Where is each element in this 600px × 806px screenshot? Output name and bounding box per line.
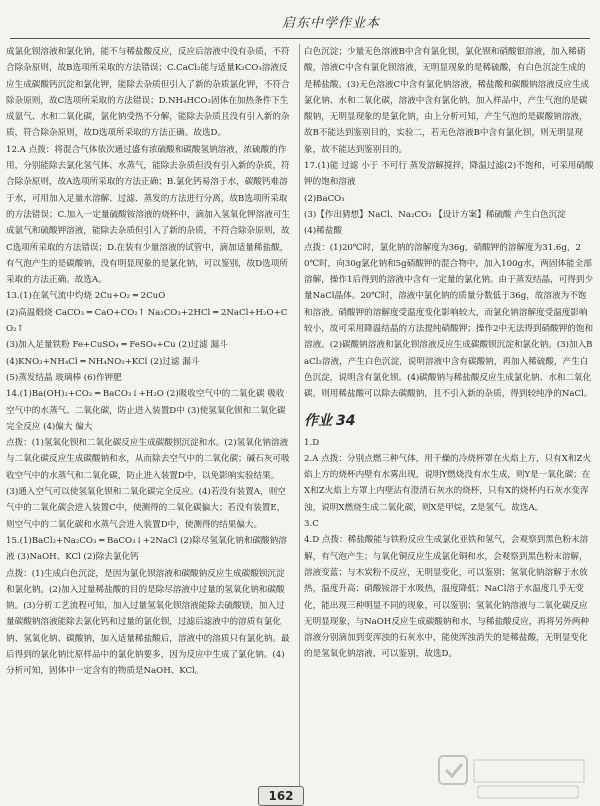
page-number: 162 [258, 786, 304, 806]
section-label: 作业 [304, 412, 332, 429]
answer-13-1: 13.(1)在氧气流中灼烧 2Cu+O₂ ═ 2CuO [6, 291, 166, 302]
column-divider [299, 44, 300, 789]
answer-17-2: (2)BaCO₃ [304, 193, 345, 204]
answer-15: 15.(1)BaCl₂+Na₂CO₃ ═ BaCO₃↓+2NaCl (2)除尽氢氧化钠和碳酸钠溶液 (3)NaOH、KCl (2)除去氯化钙 [6, 535, 287, 563]
section-number: 34 [336, 412, 356, 429]
answer-17: 17.(1)能 过滤 小于 不可行 蒸发溶解搅拌，降温过滤(2)不饱和，可采用硝酸钾的饱和溶液 [304, 161, 594, 188]
book-title: 启东中学作业本 [281, 16, 380, 31]
answer-2: 2.A 点拨：分别点燃三种气体，用干燥的冷烧杯罩在火焰上方，只有X和Z火焰上方的烧杯内壁有水雾出现，说明Y燃烧没有水生成，则Y是一氧化碳；在X和Z火焰上方罩上内壁沾有澄清石灰水的烧杯，只有X的烧杯内石灰水变浑浊，说明X燃烧生成二氧化碳，则X是甲烷，Z是氢气。故选A。 [304, 453, 592, 513]
answer-16-cont: 白色沉淀；少量无色溶液B中含有氯化钡，氯化钡和硝酸银溶液，加入稀硝酸，溶液C中含有氯化钡溶液，无明显现象的是稀硫酸，有白色沉淀生成的是稀盐酸。(3)无色溶液C中含有氯化钠溶液，稀盐酸和碳酸钠溶液反应生成氯化钠、水和二氧化碳，溶液中含有氯化钠，加入样品中，产生气泡的是碳酸钠，无明显现象的是氯化钠，由上分析可知，产生气泡的是碳酸钠溶液，故B不能达到鉴别目的，实验二，若无色溶液B中含有氯化钡，则无明显现象，故不能达到鉴别目的。 [304, 47, 590, 155]
answer-13-5: (5)蒸发结晶 玻璃棒 (6)作钾肥 [6, 372, 122, 383]
answer-17-3: (3)【作出猜想】NaCl、Na₂CO₃ 【设计方案】稀硫酸 产生白色沉淀 [304, 209, 566, 220]
answer-13-4: (4)KNO₃+NH₄Cl ═ NH₄NO₃+KCl (2)过滤 漏斗 [6, 356, 200, 367]
answer-17-4: (4)稀盐酸 [304, 226, 342, 237]
answer-13-2: (2)高温煅烧 CaCO₃ ═ CaO+CO₂↑ Na₂CO₃+2HCl ═ 2NaCl+H₂O+CO₂↑ [6, 307, 288, 335]
answer-17-explanation: 点拨：(1)20℃时，氯化钠的溶解度为36g，硝酸钾的溶解度为31.6g，20℃时，向30g氯化钠和5g硝酸钾的混合物中，加入100g水，两固体能全部溶解，操作1后得到的溶液中含有一定量的氯化钠。由于蒸发结晶，可得到少量NaCl晶体。20℃时，溶液中氯化钠的质量分数低于36g，故溶液为不饱和溶液。硝酸钾的溶解度受温度变化影响较大，而氯化钠溶解度受温度影响较小，故可采用降温结晶的方法提纯硝酸钾；操作2中无法得到硝酸钾的饱和溶液。(2)碳酸钠溶液和氯化钡溶液反应生成碳酸钡沉淀和氯化钠。(3)加入BaCl₂溶液，产生白色沉淀，说明溶液中含有碳酸钠，再加入稀硫酸，产生白色沉淀，说明含有氯化钡。(4)碳酸钠与稀盐酸反应生成氯化钠、水和二氧化碳，则用稀盐酸可以除去碳酸钠，且不引入新的杂质，得到较纯净的NaCl。 [304, 242, 594, 400]
page-header [10, 0, 590, 39]
watermark-logo [438, 754, 588, 802]
answer-4: 4.D 点拨：稀盐酸能与铁粉反应生成氯化亚铁和氢气，会观察到黑色粉末溶解，有气泡产生；与氧化铜反应生成氯化铜和水，会观察到黑色粉末溶解，溶液变蓝；与木炭粉不反应，无明显变化，可以鉴别；氢氧化钠溶解于水放热，温度升高；硝酸铵溶于水吸热，温度降低；NaCl溶于水温度几乎无变化，能出现三种明显不同的现象，可以鉴别；氢氧化钠溶液与二氧化碳反应无明显现象，与NaOH反应生成碳酸钠和水，与稀盐酸反应，再将另外两种溶液分别滴加到变浑浊的石灰水中，能使浑浊消失的是稀盐酸，无明显变化的是氢氧化钠溶液，可以鉴别，故选D。 [304, 535, 589, 660]
answer-13-3: (3)加入足量铁粉 Fe+CuSO₄ ═ FeSO₄+Cu (2)过滤 漏斗 [6, 340, 228, 351]
section-heading [304, 411, 594, 431]
answer-3: 3.C [304, 519, 319, 530]
answer-1: 1.D [304, 437, 320, 448]
answer-14: 14.(1)Ba(OH)₂+CO₂ ═ BaCO₃↓+H₂O (2)吸收空气中的二氧化碳 吸收空气中的水蒸气、二氧化碳，防止进入装置D中 (3)使氢氧化钡和二氧化碳完全反应 (4)偏大 偏大 [6, 389, 286, 432]
answer-14-explanation: 点拨：(1)氢氧化钡和二氧化碳反应生成碳酸钡沉淀和水。(2)氢氧化钠溶液与二氧化碳反应生成碳酸钠和水，从而除去空气中的二氧化碳；碱石灰可吸收空气中的水蒸气和二氧化碳，防止进入装置D中，以免影响实验结果。(3)通入空气可以使氢氧化钡和二氧化碳完全反应。(4)若没有装置A，则空气中的二氧化碳会进入装置C中，使测得的二氧化碳偏大；若没有装置E，则空气中的二氧化碳和水蒸气会进入装置D中，使测得的结果偏大。 [6, 438, 290, 530]
answer-15-explanation: 点拨：(1)生成白色沉淀，是因为氯化钡溶液和碳酸钠反应生成碳酸钡沉淀和氯化钠。(2)加入过量稀盐酸的目的是除尽溶液中过量的氢氧化钠和碳酸钠。(3)分析工艺流程可知，加入过量氢氧化钡溶液能除去硫酸镁，加入过量碳酸钠溶液能除去氯化钙和过量的氯化钡，过滤后滤液中的溶质有氯化钠、氢氧化钠、碳酸钠，加入适量稀盐酸后，溶液中的溶质只有氯化钠。最后得到的氯化钠比原样品中的氯化钠要多，因为反应中生成了氯化钠。(4)分析可知，固体中一定含有的物质是NaOH、KCl。 [6, 568, 290, 677]
right-column [304, 44, 594, 663]
answer-paragraph: 成氯化钡溶液和氯化钠，能不与稀盐酸反应，反应后溶液中没有杂质，不符合除杂原则，故B选项所采取的方法错误；C.CaCl₂能与适量K₂CO₃溶液反应生成碳酸钙沉淀和氯化钾，能除去杂质但引入了新的杂质氯化钾，不符合除杂原则，故C选项所采取的方法错误；D.NH₄HCO₃固体在加热条件下生成氨气、水和二氧化碳，氯化钠受热不分解，能除去杂质且没有引入新的杂质，符合除杂原则，故D选项所采取的方法正确。故选D。 [6, 47, 290, 139]
left-column [6, 44, 291, 680]
answer-12: 12.A 点拨：将混合气体依次通过盛有浓硫酸和碳酸氢钠溶液，浓硫酸的作用，分别能除去氯化氢气体、水蒸气，能除去杂质但没有引入新的杂质，符合除杂原则，故A选项所采取的方法正确；B.氯化钙易溶于水，碳酸钙难溶于水，可用加入足量水溶解、过滤、蒸发的方法进行分离，故B选项所采取的方法错误；C.加入一定量硫酸铵溶液的烧杯中，滴加入氢氧化钾溶液可生成氨气和硫酸钾溶液，能除去杂质但引入了新的杂质，不符合除杂原则，故C选项所采取的方法错误；D.在装有少量溶液的试管中，滴加适量稀盐酸，有气泡产生的是碳酸钠，没有明显现象的是氯化钠，可以鉴别，故D选项所采取的方法正确。故选A。 [6, 144, 291, 286]
